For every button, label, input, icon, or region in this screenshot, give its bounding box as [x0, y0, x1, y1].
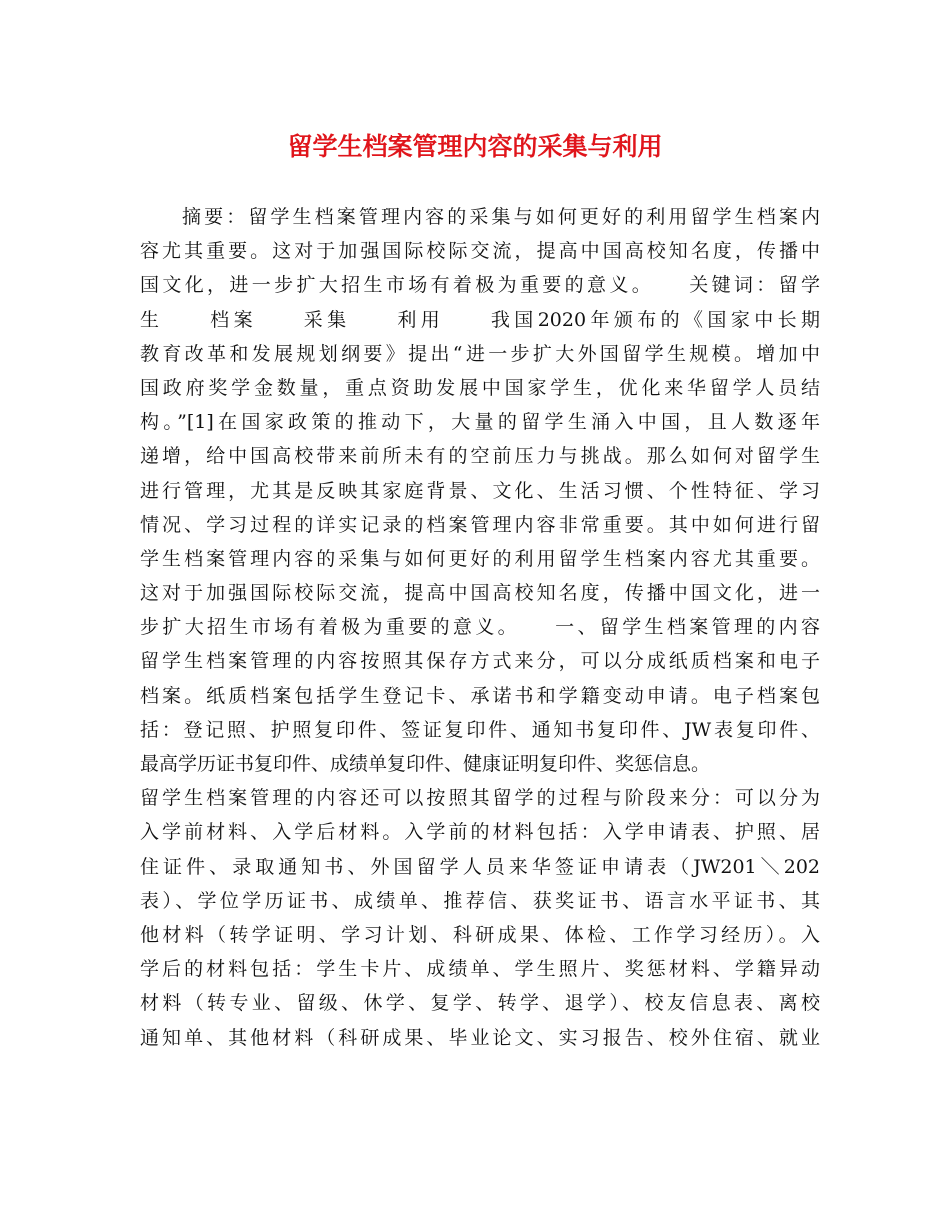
- body-line: 构。”[1]在国家政策的推动下，大量的留学生涌入中国，且人数逐年: [140, 411, 820, 434]
- body-line: 留学生档案管理的内容按照其保存方式来分，可以分成纸质档案和电子: [140, 650, 820, 673]
- body-line: 这对于加强国际校际交流，提高中国高校知名度，传播中国文化，进一: [140, 582, 820, 605]
- body-line: 递增，给中国高校带来前所未有的空前压力与挑战。那么如何对留学生: [140, 445, 820, 468]
- body-line: 教育改革和发展规划纲要》提出“进一步扩大外国留学生规模。增加中: [140, 342, 820, 365]
- body-line: 学后的材料包括：学生卡片、成绩单、学生照片、奖惩材料、学籍异动: [140, 958, 820, 981]
- body-line: 容尤其重要。这对于加强国际校际交流，提高中国高校知名度，传播中: [140, 240, 820, 263]
- body-line: 通知单、其他材料（科研成果、毕业论文、实习报告、校外住宿、就业: [140, 1026, 820, 1049]
- body-line: 学生档案管理内容的采集与如何更好的利用留学生档案内容尤其重要。: [140, 547, 820, 570]
- body-line: 生 档案 采集 利用 我国2020年颁布的《国家中长期: [140, 308, 820, 331]
- body-line: 括：登记照、护照复印件、签证复印件、通知书复印件、JW表复印件、: [140, 718, 820, 741]
- body-line: 最高学历证书复印件、成绩单复印件、健康证明复印件、奖惩信息。: [140, 753, 711, 775]
- body-line: 表）、学位学历证书、成绩单、推荐信、获奖证书、语言水平证书、其: [140, 889, 820, 912]
- body-line: 国政府奖学金数量，重点资助发展中国家学生，优化来华留学人员结: [140, 376, 820, 399]
- body-line: 摘要：留学生档案管理内容的采集与如何更好的利用留学生档案内: [182, 206, 820, 228]
- document-title: 留学生档案管理内容的采集与利用: [287, 132, 663, 161]
- body-line: 档案。纸质档案包括学生登记卡、承诺书和学籍变动申请。电子档案包: [140, 684, 820, 707]
- body-line: 国文化，进一步扩大招生市场有着极为重要的意义。 关键词：留学: [140, 274, 820, 297]
- body-line: 进行管理，尤其是反映其家庭背景、文化、生活习惯、个性特征、学习: [140, 479, 820, 502]
- body-line: 材料（转专业、留级、休学、复学、转学、退学）、校友信息表、离校: [140, 992, 820, 1015]
- body-line: 留学生档案管理的内容还可以按照其留学的过程与阶段来分：可以分为: [140, 787, 820, 810]
- body-line: 情况、学习过程的详实记录的档案管理内容非常重要。其中如何进行留: [140, 513, 820, 536]
- body-line: 住证件、录取通知书、外国留学人员来华签证申请表（JW201＼202: [140, 855, 820, 878]
- body-line: 他材料（转学证明、学习计划、科研成果、体检、工作学习经历）。入: [140, 923, 820, 946]
- body-line: 步扩大招生市场有着极为重要的意义。 一、留学生档案管理的内容: [140, 616, 820, 639]
- document-body: [140, 200, 820, 1055]
- body-line: 入学前材料、入学后材料。入学前的材料包括：入学申请表、护照、居: [140, 821, 820, 844]
